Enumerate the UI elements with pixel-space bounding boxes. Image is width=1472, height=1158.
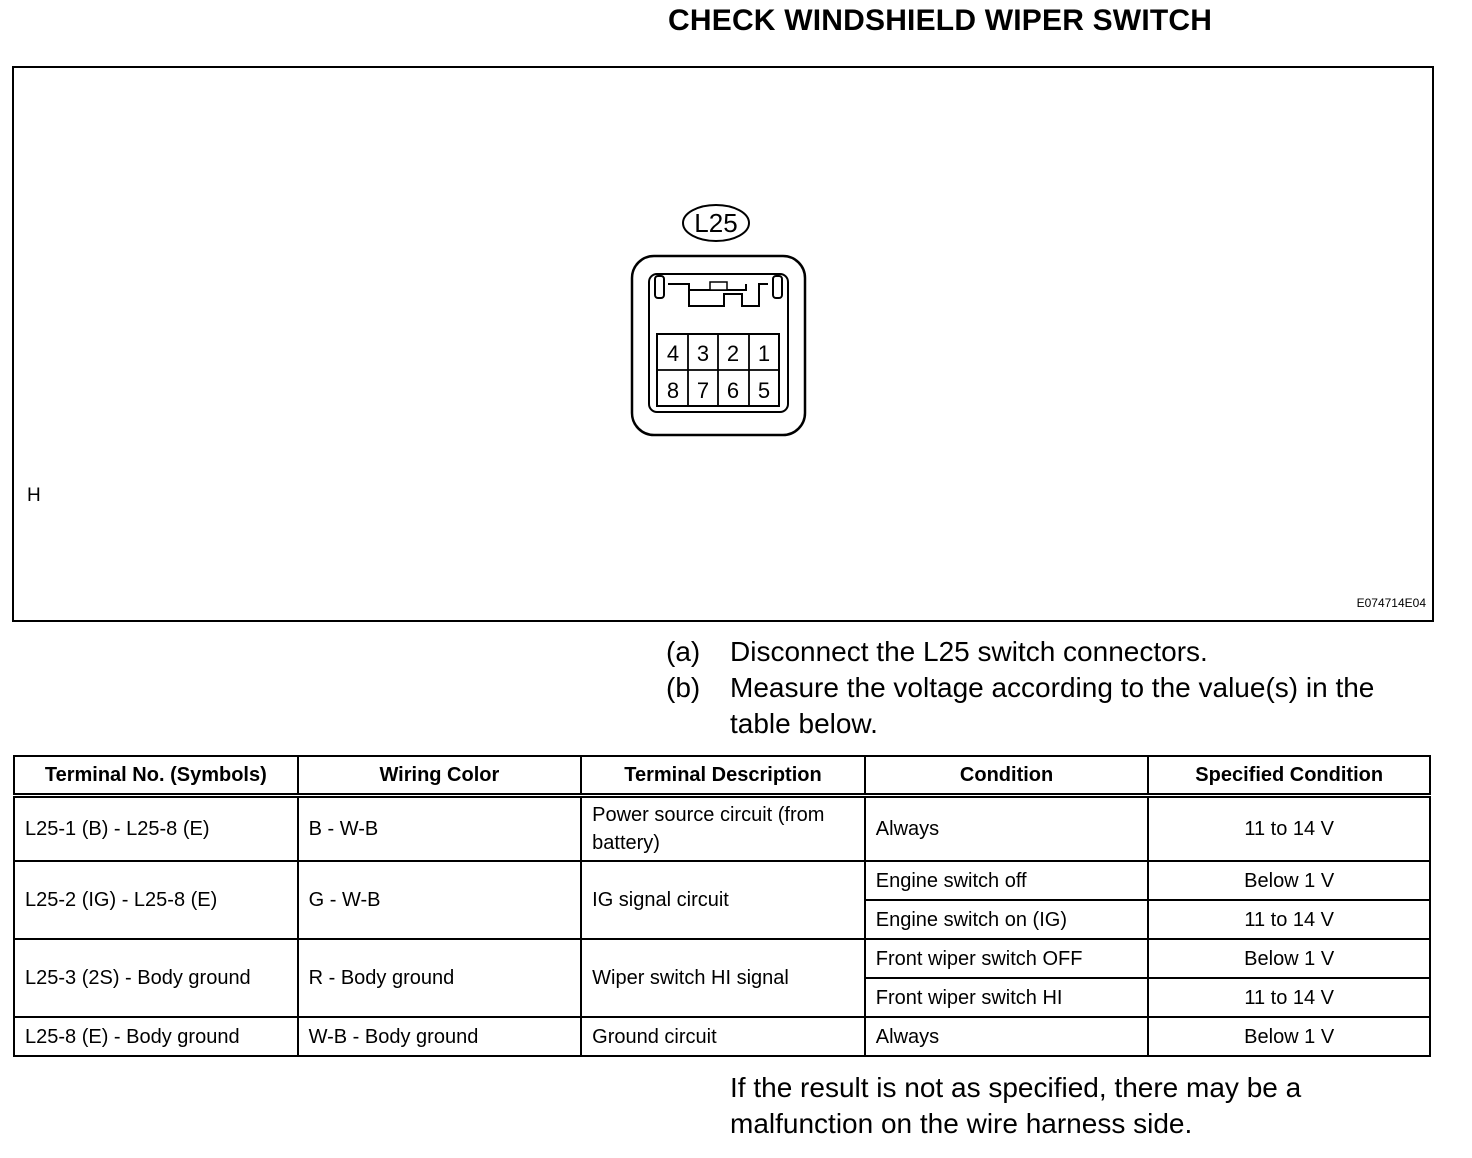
column-header: Terminal No. (Symbols) [14, 756, 298, 796]
condition-cell: Engine switch off [865, 861, 1149, 900]
terminal-cell: L25-1 (B) - L25-8 (E) [14, 796, 298, 862]
pin-label: 8 [666, 378, 680, 403]
step-letter: (a) [666, 636, 701, 667]
step-letter: (b) [666, 672, 701, 703]
spec-cell: 11 to 14 V [1148, 978, 1430, 1017]
step-a [666, 634, 1430, 670]
connector-lug-right [773, 276, 782, 298]
connector-lug-left [655, 276, 664, 298]
description-cell: Ground circuit [581, 1017, 865, 1056]
terminal-cell: L25-2 (IG) - L25-8 (E) [14, 861, 298, 939]
connector-diagram [14, 68, 1432, 620]
step-text: Measure the voltage according to the value(s) in the table below. [730, 672, 1375, 739]
description-cell: IG signal circuit [581, 861, 865, 939]
wiring-color-cell: G - W-B [298, 861, 582, 939]
spec-cell: Below 1 V [1148, 939, 1430, 978]
spec-cell: Below 1 V [1148, 861, 1430, 900]
connector-label: L25 [694, 208, 738, 238]
figure-id: E074714E04 [1356, 596, 1426, 610]
terminal-cell: L25-8 (E) - Body ground [14, 1017, 298, 1056]
connector-latch-slot [710, 282, 727, 290]
voltage-spec-table [13, 755, 1431, 1057]
column-header: Condition [865, 756, 1149, 796]
column-header: Terminal Description [581, 756, 865, 796]
spec-cell: Below 1 V [1148, 1017, 1430, 1056]
connector-figure [12, 66, 1434, 622]
table-row [14, 796, 1430, 862]
table-row [14, 939, 1430, 978]
table-row [14, 1017, 1430, 1056]
wiring-color-cell: W-B - Body ground [298, 1017, 582, 1056]
side-mark: H [27, 485, 41, 506]
table-header-row [14, 756, 1430, 796]
pin-label: 5 [757, 378, 771, 403]
table-row [14, 861, 1430, 900]
step-text: Disconnect the L25 switch connectors. [730, 636, 1208, 667]
procedure-steps [666, 634, 1430, 742]
condition-cell: Always [865, 1017, 1149, 1056]
column-header: Wiring Color [298, 756, 582, 796]
pin-label: 2 [726, 341, 740, 366]
pin-label: 1 [757, 341, 771, 366]
page-title: CHECK WINDSHIELD WIPER SWITCH [668, 4, 1213, 37]
condition-cell: Always [865, 796, 1149, 862]
result-note: If the result is not as specified, there may be a malfunction on the wire harness side. [730, 1072, 1302, 1139]
pin-label: 7 [696, 378, 710, 403]
column-header: Specified Condition [1148, 756, 1430, 796]
wiring-color-cell: R - Body ground [298, 939, 582, 1017]
pin-label: 4 [666, 341, 680, 366]
description-cell: Wiper switch HI signal [581, 939, 865, 1017]
condition-cell: Engine switch on (IG) [865, 900, 1149, 939]
step-b [666, 670, 1430, 742]
condition-cell: Front wiper switch HI [865, 978, 1149, 1017]
description-cell: Power source circuit (from battery) [581, 796, 865, 862]
pin-label: 3 [696, 341, 710, 366]
terminal-cell: L25-3 (2S) - Body ground [14, 939, 298, 1017]
spec-cell: 11 to 14 V [1148, 900, 1430, 939]
condition-cell: Front wiper switch OFF [865, 939, 1149, 978]
pin-label: 6 [726, 378, 740, 403]
wiring-color-cell: B - W-B [298, 796, 582, 862]
spec-cell: 11 to 14 V [1148, 796, 1430, 862]
